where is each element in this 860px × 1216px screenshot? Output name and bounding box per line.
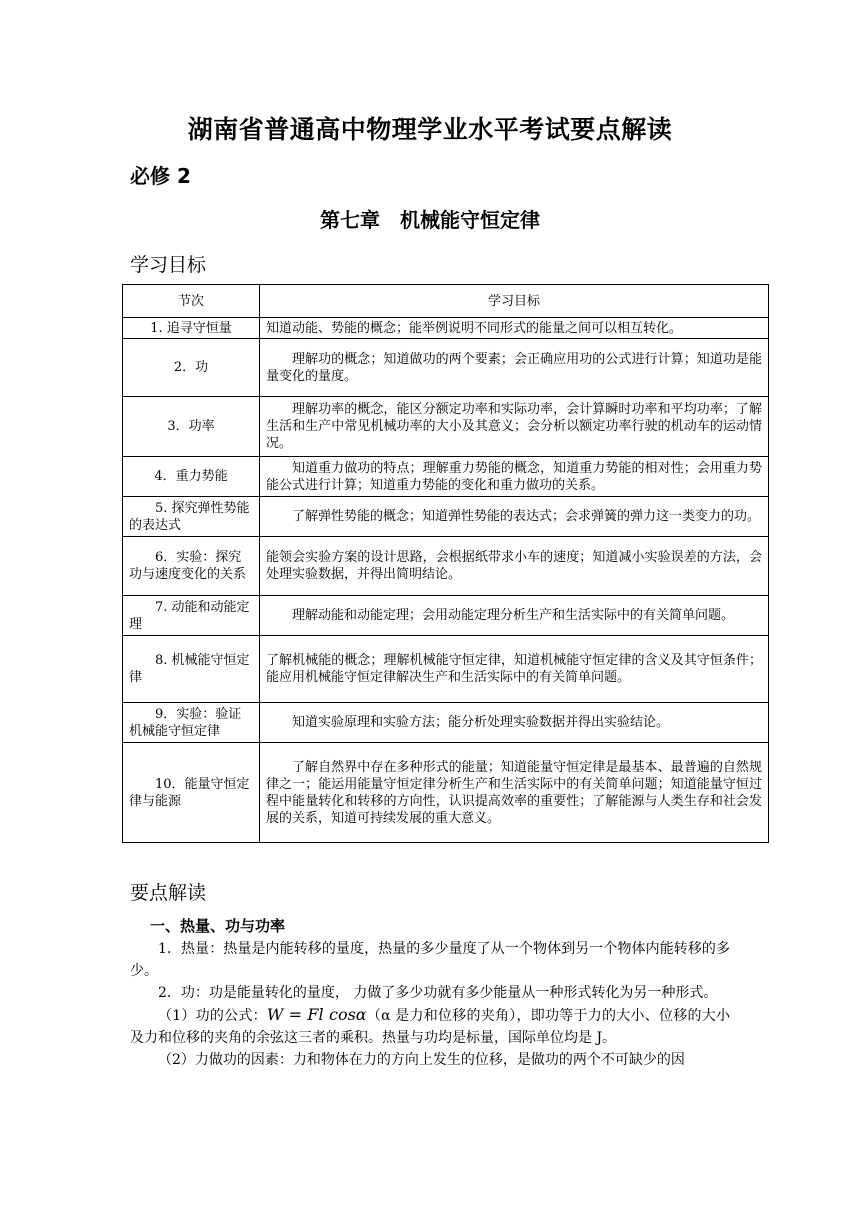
table-cell-goal: 能领会实验方案的设计思路，会根据纸带求小车的速度；知道减小实验误差的方法，会处理实验数据，并得出简明结论。 bbox=[260, 537, 769, 596]
table-row bbox=[123, 636, 769, 703]
section-heading-points: 要点解读 bbox=[130, 882, 207, 904]
paragraph-heat: 1．热量：热量是内能转移的量度，热量的多少量度了从一个物体到另一个物体内能转移的多少。 bbox=[130, 941, 730, 979]
table-row bbox=[123, 743, 769, 843]
table-header-row bbox=[123, 285, 769, 318]
table-cell-goal: 知道实验原理和实验方法；能分析处理实验数据并得出实验结论。 bbox=[260, 703, 769, 743]
table-cell-section: 3．功率 bbox=[123, 397, 260, 457]
table-cell-section: 9．实验：验证机械能守恒定律 bbox=[123, 703, 260, 743]
table-header-goal: 学习目标 bbox=[260, 285, 769, 318]
formula-suffix: （α 是力和位移的夹角），即功等于力的大小、位移的大小及力和位移的夹角的余弦这三者的乘积。热量与功均是标量，国际单位均是 J。 bbox=[130, 1008, 730, 1046]
work-formula: W = Fl cosα bbox=[266, 1005, 367, 1024]
table-cell-goal: 了解弹性势能的概念；知道弹性势能的表达式；会求弹簧的弹力这一类变力的功。 bbox=[260, 497, 769, 537]
table-cell-section: 4．重力势能 bbox=[123, 457, 260, 497]
table-cell-section: 6．实验：探究功与速度变化的关系 bbox=[123, 537, 260, 596]
table-cell-goal: 知道重力做功的特点；理解重力势能的概念，知道重力势能的相对性；会用重力势能公式进行计算；知道重力势能的变化和重力做功的关系。 bbox=[260, 457, 769, 497]
table-row bbox=[123, 457, 769, 497]
table-cell-goal: 理解动能和动能定理；会用动能定理分析生产和生活实际中的有关简单问题。 bbox=[260, 596, 769, 636]
table-row bbox=[123, 537, 769, 596]
table-cell-section: 2．功 bbox=[123, 339, 260, 397]
subsection-heading: 一、热量、功与功率 bbox=[150, 917, 286, 935]
page-subtitle: 必修 2 bbox=[130, 164, 191, 188]
table-row bbox=[123, 596, 769, 636]
table-row bbox=[123, 339, 769, 397]
table-cell-goal: 理解功的概念；知道做功的两个要素；会正确应用功的公式进行计算；知道功是能量变化的量度。 bbox=[260, 339, 769, 397]
page-title: 湖南省普通高中物理学业水平考试要点解读 bbox=[187, 115, 673, 144]
table-cell-goal: 了解自然界中存在多种形式的能量；知道能量守恒定律是最基本、最普遍的自然规律之一；能运用能量守恒定律分析生产和生活实际中的有关简单问题；知道能量守恒过程中能量转化和转移的方向性，认识提高效率的重要性；了解能源与人类生存和社会发展的关系，知道可持续发展的重大意义。 bbox=[260, 743, 769, 843]
table-cell-section: 8. 机械能守恒定律 bbox=[123, 636, 260, 703]
table-cell-goal: 了解机械能的概念；理解机械能守恒定律，知道机械能守恒定律的含义及其守恒条件；能应用机械能守恒定律解决生产和生活实际中的有关简单问题。 bbox=[260, 636, 769, 703]
table-row bbox=[123, 397, 769, 457]
body-text bbox=[130, 938, 730, 1071]
section-heading-goals: 学习目标 bbox=[130, 254, 207, 276]
chapter-title: 第七章 机械能守恒定律 bbox=[320, 208, 540, 232]
learning-goals-table bbox=[122, 284, 769, 843]
paragraph-work-formula bbox=[130, 1004, 730, 1049]
table-row bbox=[123, 703, 769, 743]
table-row bbox=[123, 497, 769, 537]
paragraph-work: 2．功：功是能量转化的量度， 力做了多少功就有多少能量从一种形式转化为另一种形式。 bbox=[158, 985, 718, 1001]
table-cell-section: 7. 动能和动能定理 bbox=[123, 596, 260, 636]
formula-prefix: （1）功的公式： bbox=[158, 1008, 267, 1024]
table-cell-section: 5. 探究弹性势能的表达式 bbox=[123, 497, 260, 537]
table-cell-goal: 理解功率的概念，能区分额定功率和实际功率，会计算瞬时功率和平均功率；了解生活和生产中常见机械功率的大小及其意义；会分析以额定功率行驶的机动车的运动情况。 bbox=[260, 397, 769, 457]
table-cell-section: 1. 追寻守恒量 bbox=[123, 318, 260, 339]
table-cell-section: 10．能量守恒定律与能源 bbox=[123, 743, 260, 843]
table-header-section: 节次 bbox=[123, 285, 260, 318]
table-cell-goal: 知道动能、势能的概念；能举例说明不同形式的能量之间可以相互转化。 bbox=[260, 318, 769, 339]
paragraph-work-factors: （2）力做功的因素：力和物体在力的方向上发生的位移，是做功的两个不可缺少的因 bbox=[158, 1052, 685, 1068]
table-row bbox=[123, 318, 769, 339]
